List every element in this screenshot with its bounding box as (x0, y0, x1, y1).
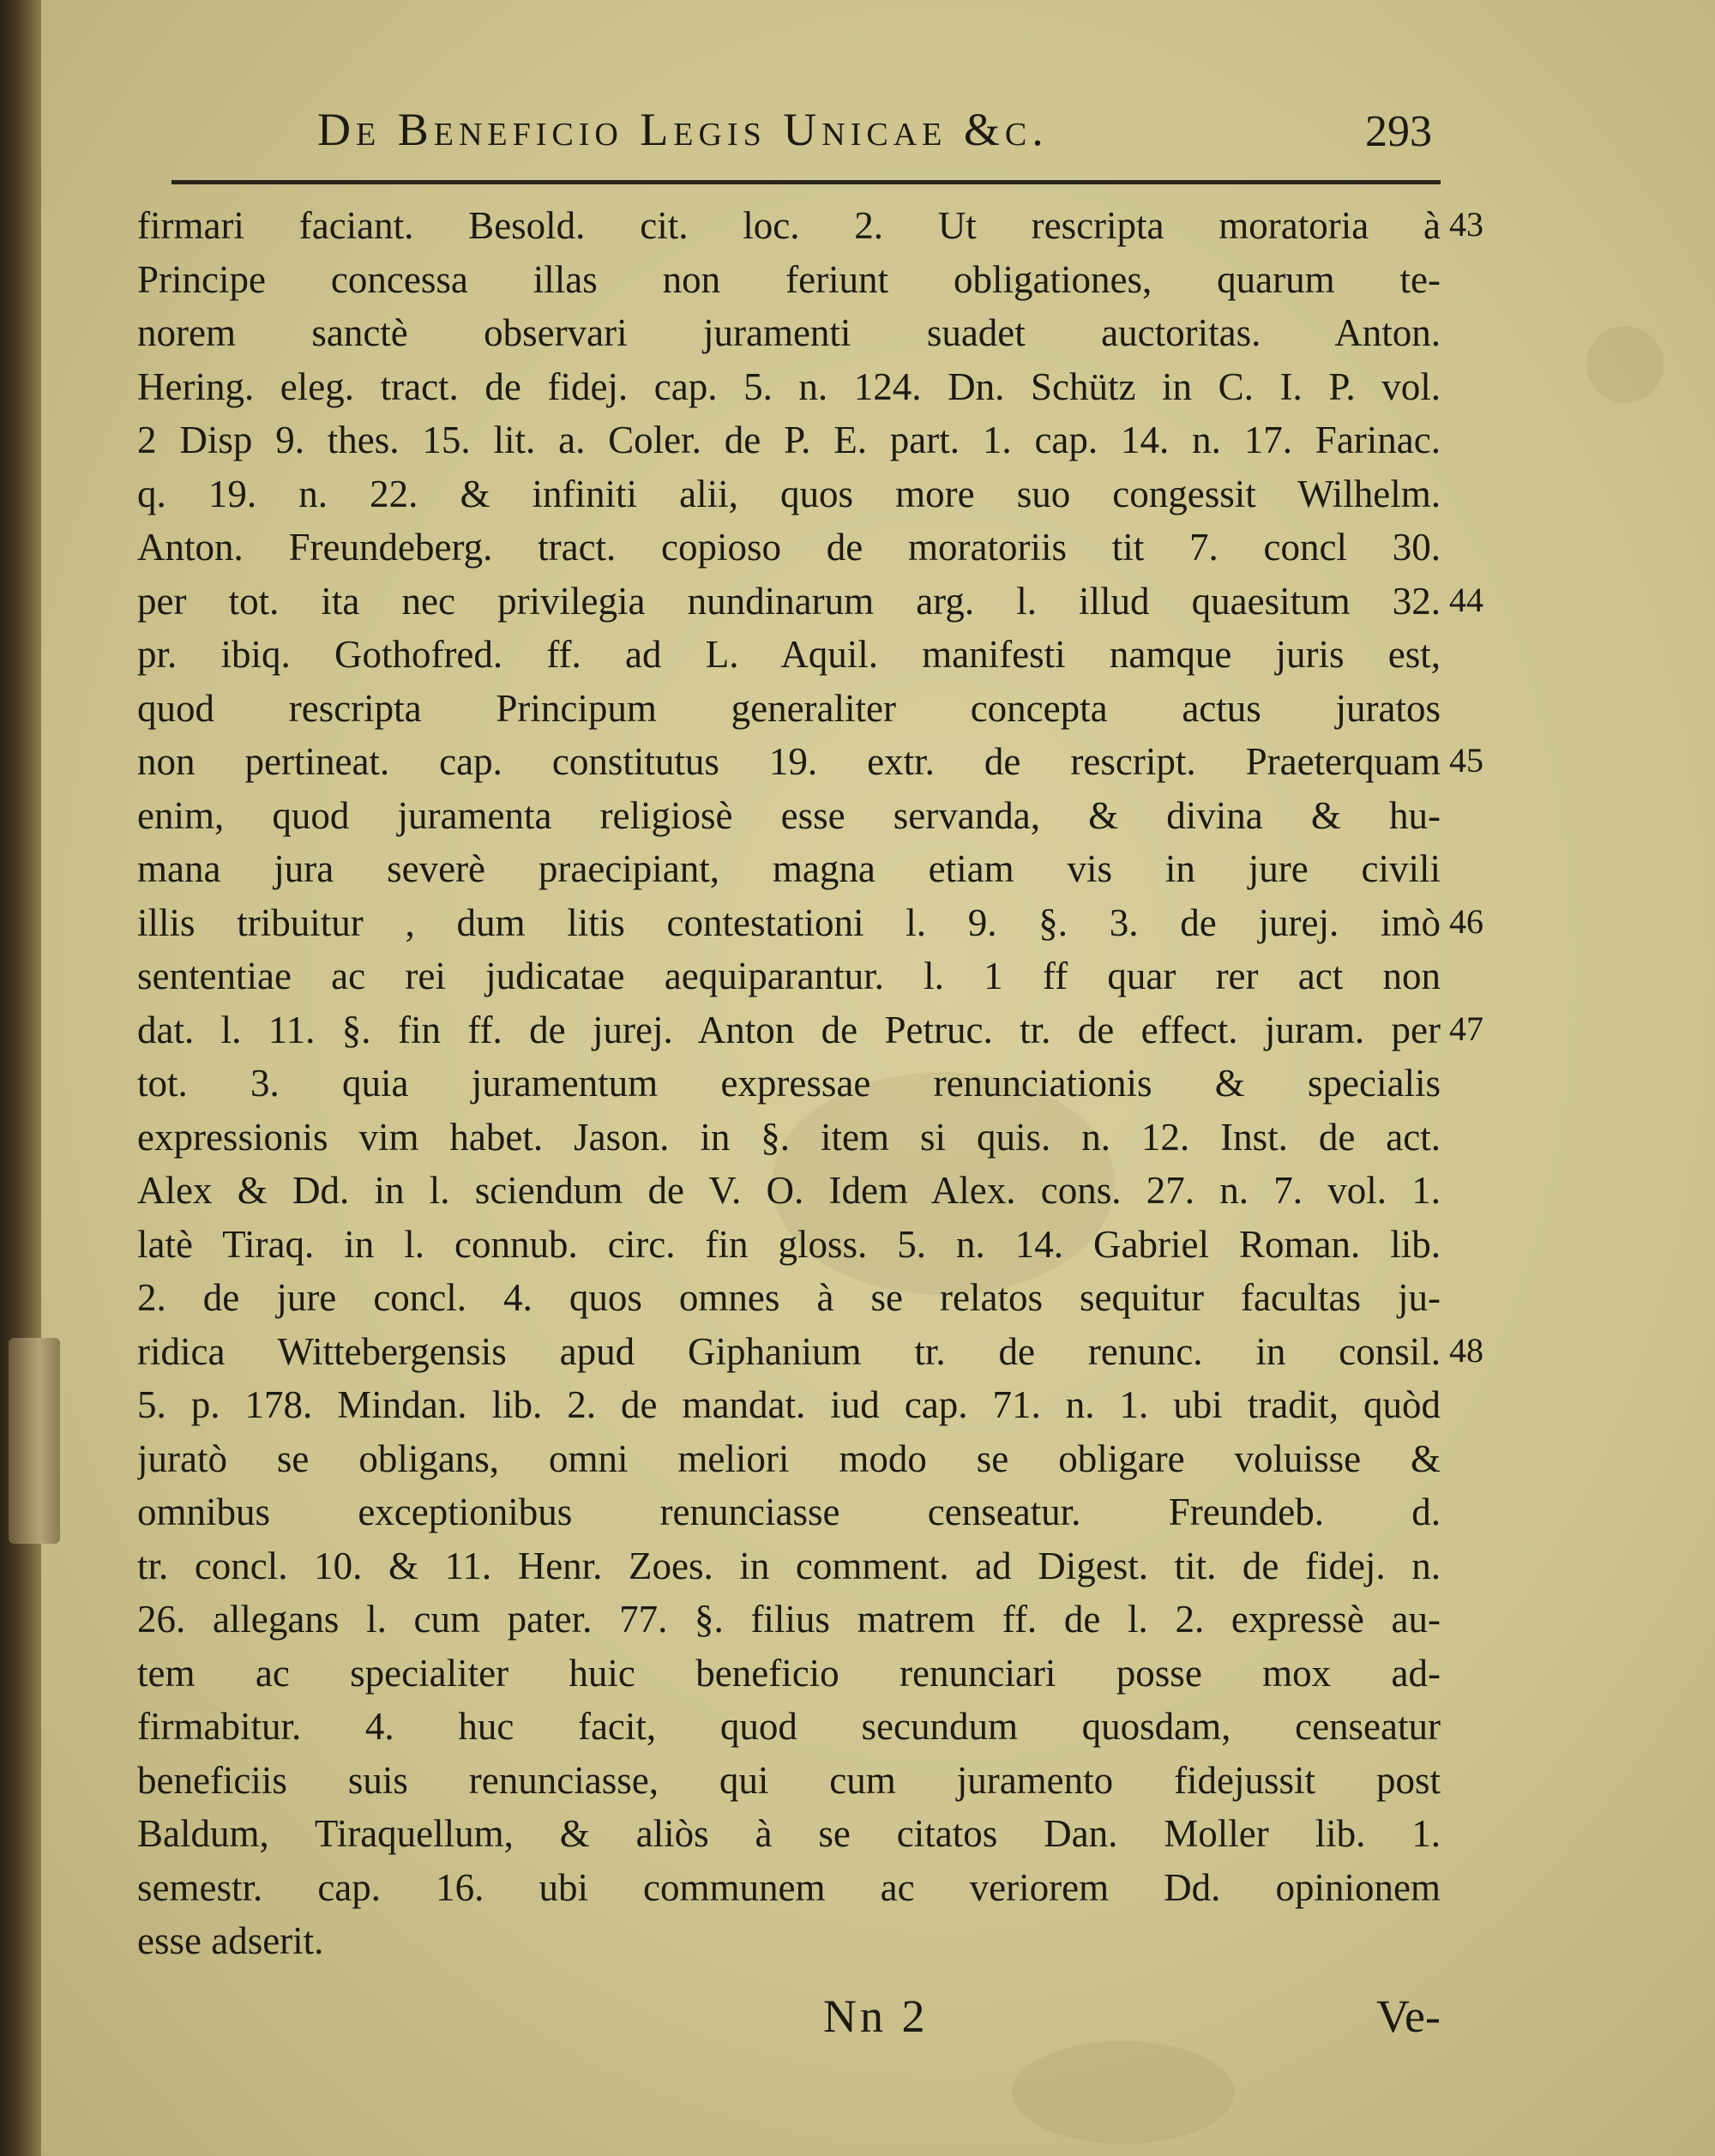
text-line: q. 19. n. 22. & infiniti alii, quos more suo congessit Wilhelm. (137, 472, 1441, 515)
text-line: mana jura severè praecipiant, magna etiam vis in jure civili (137, 847, 1441, 890)
text-line: Alex & Dd. in l. sciendum de V. O. Idem Alex. cons. 27. n. 7. vol. 1. (137, 1169, 1441, 1212)
text-line: tot. 3. quia juramentum expressae renunciationis & specialis (137, 1062, 1441, 1105)
text-line: Baldum, Tiraquellum, & aliòs à se citatos Dan. Moller lib. 1. (137, 1812, 1441, 1855)
text-line: firmabitur. 4. huc facit, quod secundum quosdam, censeatur (137, 1705, 1441, 1748)
body-text (137, 199, 1441, 1968)
paper-stain (1586, 326, 1664, 403)
text-line: illis tribuitur , dum litis contestationi l. 9. §. 3. de jurej. imò (137, 900, 1441, 944)
text-line: tr. concl. 10. & 11. Henr. Zoes. in comment. ad Digest. tit. de fidej. n. (137, 1544, 1441, 1587)
margin-note-number: 48 (1449, 1330, 1483, 1370)
text-line: enim, quod juramenta religiosè esse servanda, & divina & hu- (137, 793, 1441, 837)
signature-mark: Nn 2 (823, 1990, 929, 2042)
text-line: sententiae ac rei judicatae aequiparantur. l. 1 ff quar rer act non (137, 955, 1441, 997)
text-line: per tot. ita nec privilegia nundinarum arg. l. illud quaesitum 32. (137, 579, 1441, 623)
text-line: pr. ibiq. Gothofred. ff. ad L. Aquil. manifesti namque juris est, (137, 633, 1441, 676)
page-header (317, 103, 1432, 163)
page-number: 293 (1365, 107, 1432, 156)
text-line: dat. l. 11. §. fin ff. de jurej. Anton de Petruc. tr. de effect. juram. per (137, 1008, 1441, 1051)
text-line: beneficiis suis renunciasse, qui cum juramento fidejussit post (137, 1758, 1441, 1802)
text-line: firmari faciant. Besold. cit. loc. 2. Ut rescripta moratoria à (137, 204, 1441, 247)
text-line: tem ac specialiter huic beneficio renunciari posse mox ad- (137, 1651, 1441, 1695)
text-line: juratò se obligans, omni meliori modo se obligare voluisse & (137, 1436, 1441, 1480)
margin-note-number: 44 (1449, 580, 1483, 619)
margin-note-number: 47 (1449, 1009, 1483, 1048)
page-footer (137, 1990, 1441, 2058)
text-line: semestr. cap. 16. ubi communem ac veriorem Dd. opinionem (137, 1865, 1441, 1909)
text-line: quod rescripta Principum generaliter concepta actus juratos (137, 686, 1441, 730)
header-rule (172, 180, 1441, 184)
text-line: 5. p. 178. Mindan. lib. 2. de mandat. iud cap. 71. n. 1. ubi tradit, quòd (137, 1383, 1441, 1426)
text-line: ridica Wittebergensis apud Giphanium tr. de renunc. in consil. (137, 1329, 1441, 1373)
text-line: expressionis vim habet. Jason. in §. item si quis. n. 12. Inst. de act. (137, 1115, 1441, 1159)
text-line: 2 Disp 9. thes. 15. lit. a. Coler. de P. E. part. 1. cap. 14. n. 17. Farinac. (137, 419, 1441, 461)
text-line: latè Tiraq. in l. connub. circ. fin gloss. 5. n. 14. Gabriel Roman. lib. (137, 1222, 1441, 1266)
text-line: Hering. eleg. tract. de fidej. cap. 5. n. 124. Dn. Schütz in C. I. P. vol. (137, 364, 1441, 408)
catchword: Ve- (1376, 1990, 1441, 2042)
text-line: omnibus exceptionibus renunciasse censeatur. Freundeb. d. (137, 1491, 1441, 1533)
text-line: non pertineat. cap. constitutus 19. extr. de rescript. Praeterquam (137, 740, 1441, 783)
paper-tab (9, 1338, 60, 1544)
running-head: De Beneficio Legis Unicae &c. (317, 104, 1049, 155)
text-line: norem sanctè observari juramenti suadet auctoritas. Anton. (137, 311, 1441, 354)
book-binding-edge (0, 0, 41, 2156)
text-line: 26. allegans l. cum pater. 77. §. filius matrem ff. de l. 2. expressè au- (137, 1598, 1441, 1641)
text-line: Principe concessa illas non feriunt obligationes, quarum te- (137, 257, 1441, 301)
text-line: Anton. Freundeberg. tract. copioso de moratoriis tit 7. concl 30. (137, 526, 1441, 569)
text-line: esse adserit. (137, 1919, 324, 1962)
margin-note-number: 46 (1449, 901, 1483, 941)
text-line: 2. de jure concl. 4. quos omnes à se relatos sequitur facultas ju- (137, 1276, 1441, 1319)
margin-note-number: 43 (1449, 205, 1483, 244)
margin-note-number: 45 (1449, 741, 1483, 780)
